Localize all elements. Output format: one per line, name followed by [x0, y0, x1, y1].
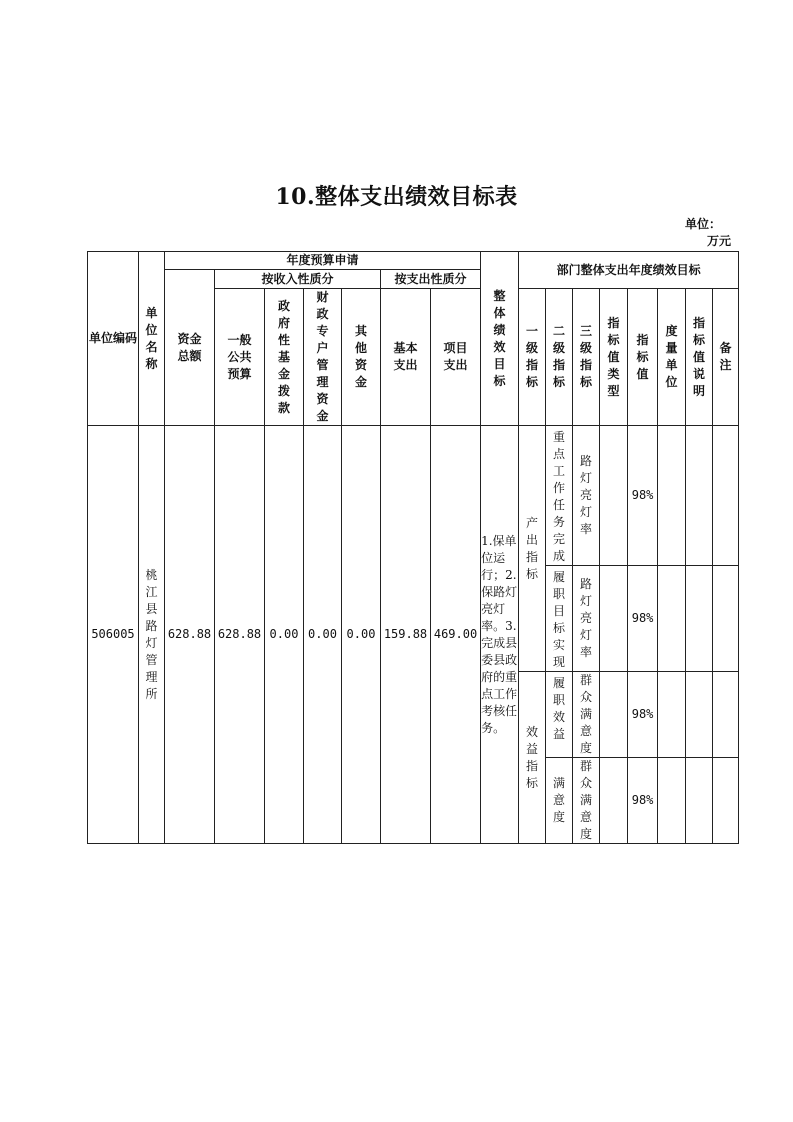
- cell-value: 98%: [628, 566, 658, 672]
- header-overall-target: 整体绩效目标: [481, 252, 519, 426]
- header-by-revenue: 按收入性质分: [215, 270, 381, 289]
- cell-unit-code: 506005: [88, 426, 139, 844]
- cell-value-desc: [686, 566, 713, 672]
- header-basic-exp: 基本支出: [381, 289, 431, 426]
- cell-level2: 履职目标实现: [546, 566, 573, 672]
- header-unit-code: 单位编码: [88, 252, 139, 426]
- cell-overall-target: 1.保单位运行；2.保路灯亮灯率。3.完成县委县政府的重点工作考核任务。: [481, 426, 519, 844]
- header-special-fund: 财政专户管理资金: [304, 289, 342, 426]
- cell-measure-unit: [658, 758, 686, 844]
- cell-value-desc: [686, 672, 713, 758]
- cell-remark: [713, 426, 739, 566]
- unit-label: 单位：: [684, 217, 721, 231]
- cell-total-funds: 628.88: [165, 426, 215, 844]
- cell-measure-unit: [658, 672, 686, 758]
- cell-special-fund: 0.00: [304, 426, 342, 844]
- header-dept-target: 部门整体支出年度绩效目标: [519, 252, 739, 289]
- cell-value: 98%: [628, 758, 658, 844]
- cell-basic-exp: 159.88: [381, 426, 431, 844]
- header-level1: 一级指标: [519, 289, 546, 426]
- cell-gov-fund: 0.00: [265, 426, 304, 844]
- cell-level1-output: 产出指标: [519, 426, 546, 672]
- header-value: 指标值: [628, 289, 658, 426]
- cell-measure-unit: [658, 566, 686, 672]
- cell-level3: 路灯亮灯率: [573, 426, 600, 566]
- performance-target-table: [87, 251, 739, 844]
- cell-other-funds: 0.00: [342, 426, 381, 844]
- cell-level2: 重点工作任务完成: [546, 426, 573, 566]
- cell-remark: [713, 758, 739, 844]
- cell-unit-name: 桃江县路灯管理所: [139, 426, 165, 844]
- cell-value-type: [600, 758, 628, 844]
- header-gov-fund: 政府性基金拨款: [265, 289, 304, 426]
- header-other-funds: 其他资金: [342, 289, 381, 426]
- header-remark: 备注: [713, 289, 739, 426]
- cell-measure-unit: [658, 426, 686, 566]
- header-value-desc: 指标值说明: [686, 289, 713, 426]
- cell-remark: [713, 566, 739, 672]
- unit-value: 万元: [706, 234, 731, 248]
- header-level3: 三级指标: [573, 289, 600, 426]
- page-title: 10.整体支出绩效目标表: [275, 184, 518, 210]
- cell-value-type: [600, 672, 628, 758]
- header-project-exp: 项目支出: [431, 289, 481, 426]
- cell-value: 98%: [628, 672, 658, 758]
- cell-value-type: [600, 566, 628, 672]
- header-by-expenditure: 按支出性质分: [381, 270, 481, 289]
- cell-value-desc: [686, 426, 713, 566]
- header-level2: 二级指标: [546, 289, 573, 426]
- cell-level3: 路灯亮灯率: [573, 566, 600, 672]
- cell-remark: [713, 672, 739, 758]
- header-unit-name: 单位名称: [139, 252, 165, 426]
- cell-level3: 群众满意度: [573, 758, 600, 844]
- cell-general-public: 628.88: [215, 426, 265, 844]
- cell-level2: 履职效益: [546, 672, 573, 758]
- cell-value-type: [600, 426, 628, 566]
- table-row: [88, 426, 739, 566]
- header-measure-unit: 度量单位: [658, 289, 686, 426]
- cell-level2: 满意度: [546, 758, 573, 844]
- header-general-public: 一般公共预算: [215, 289, 265, 426]
- header-total-funds: 资金总额: [165, 270, 215, 426]
- header-value-type: 指标值类型: [600, 289, 628, 426]
- cell-level3: 群众满意度: [573, 672, 600, 758]
- header-annual-budget: 年度预算申请: [165, 252, 481, 270]
- cell-value-desc: [686, 758, 713, 844]
- cell-value: 98%: [628, 426, 658, 566]
- cell-level1-benefit: 效益指标: [519, 672, 546, 844]
- cell-project-exp: 469.00: [431, 426, 481, 844]
